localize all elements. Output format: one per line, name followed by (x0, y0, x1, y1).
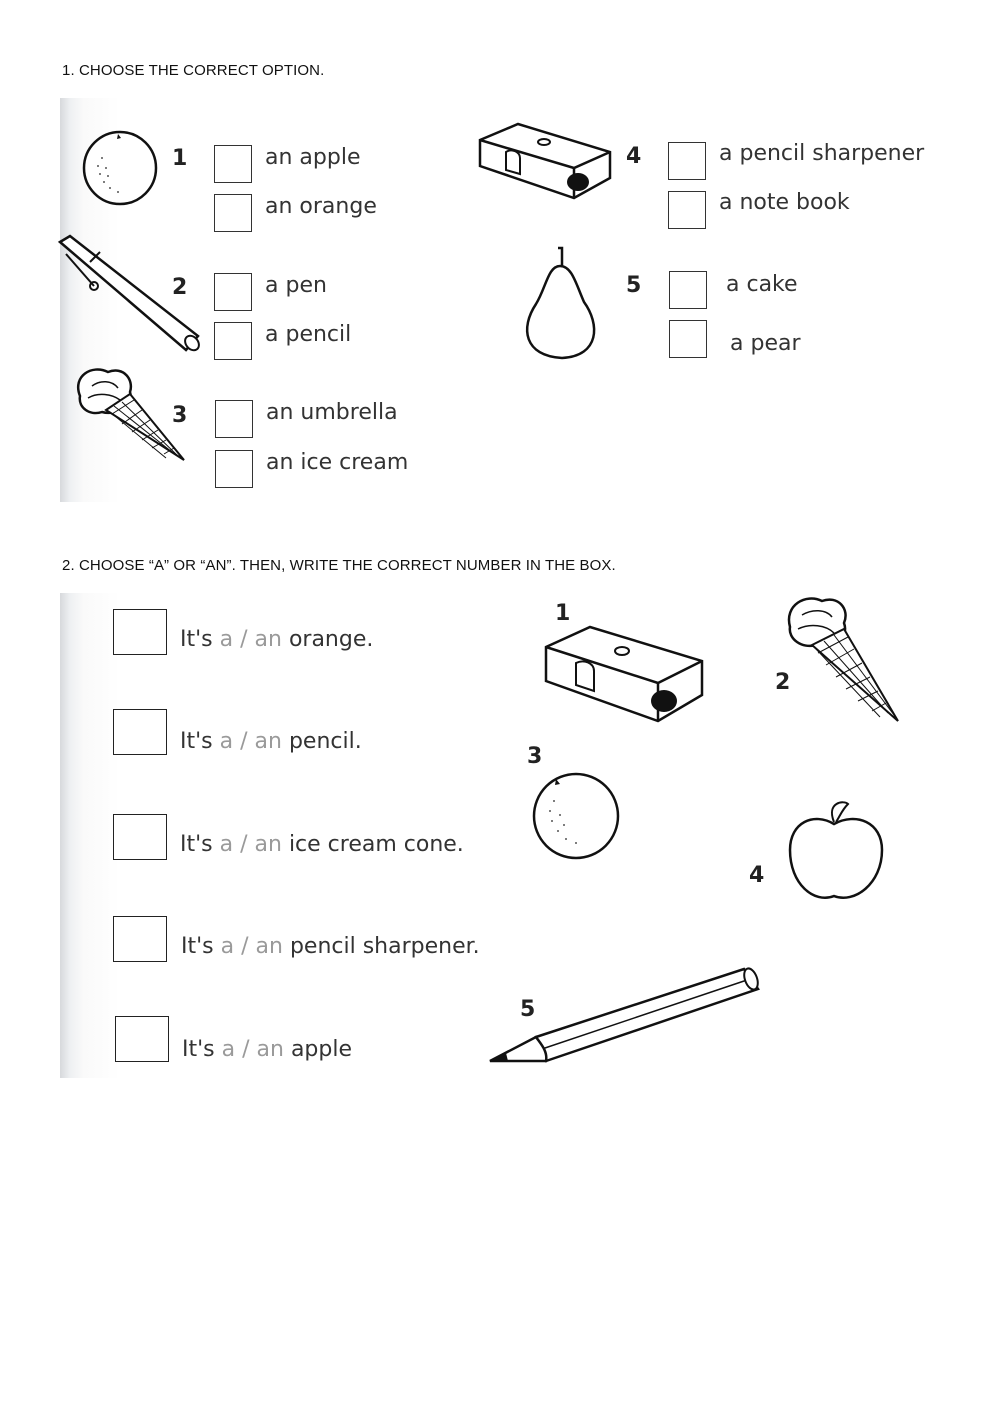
answer-box[interactable] (113, 609, 167, 655)
option-label: an ice cream (266, 450, 409, 475)
answer-box[interactable] (113, 709, 167, 755)
sentence (180, 832, 464, 857)
answer-box[interactable] (113, 916, 167, 962)
article-choice[interactable]: a / an (220, 934, 283, 959)
article-choice[interactable]: a / an (219, 832, 282, 857)
item-number: 4 (626, 144, 642, 169)
sentence (182, 1037, 352, 1062)
pencil-sharpener-icon (544, 625, 708, 725)
option-label: an umbrella (266, 400, 398, 425)
option-label: a pencil sharpener (719, 141, 925, 166)
exercise-2-heading: 2. CHOOSE “A” OR “AN”. THEN, WRITE THE CORRECT NUMBER IN THE BOX. (62, 557, 616, 574)
item-number: 2 (172, 275, 188, 300)
option-label: a note book (719, 190, 850, 215)
sentence (181, 934, 480, 959)
ice-cream-icon (784, 593, 904, 725)
option-checkbox[interactable] (214, 322, 252, 360)
option-label: a pen (265, 273, 327, 298)
option-label: an orange (265, 194, 377, 219)
pear-icon (518, 244, 618, 362)
sentence (180, 729, 362, 754)
answer-box[interactable] (113, 814, 167, 860)
article-choice[interactable]: a / an (219, 627, 282, 652)
pencil-icon (488, 967, 764, 1067)
sentence-prefix: It's (181, 934, 214, 959)
option-label: a cake (726, 272, 798, 297)
sentence-object: ice cream cone. (288, 832, 464, 857)
option-label: a pear (730, 331, 801, 356)
picture-number: 5 (520, 997, 536, 1022)
option-checkbox[interactable] (669, 271, 707, 309)
picture-number: 4 (749, 863, 765, 888)
option-checkbox[interactable] (215, 400, 253, 438)
item-number: 5 (626, 273, 642, 298)
option-checkbox[interactable] (669, 320, 707, 358)
sentence (180, 627, 373, 652)
sentence-prefix: It's (182, 1037, 215, 1062)
sentence-object: pencil sharpener. (289, 934, 480, 959)
sentence-prefix: It's (180, 832, 213, 857)
picture-number: 1 (555, 601, 571, 626)
pencil-sharpener-icon (478, 122, 618, 202)
option-checkbox[interactable] (214, 273, 252, 311)
apple-icon (784, 798, 888, 906)
exercise-2-panel (60, 593, 938, 1078)
option-checkbox[interactable] (214, 194, 252, 232)
sentence-object: orange. (288, 627, 374, 652)
picture-number: 2 (775, 670, 791, 695)
option-label: a pencil (265, 322, 352, 347)
article-choice[interactable]: a / an (219, 729, 282, 754)
article-choice[interactable]: a / an (221, 1037, 284, 1062)
exercise-1-heading: 1. CHOOSE THE CORRECT OPTION. (62, 62, 325, 79)
sentence-object: apple (290, 1037, 352, 1062)
orange-icon (80, 128, 160, 208)
item-number: 1 (172, 146, 188, 171)
item-number: 3 (172, 403, 188, 428)
orange-icon (530, 771, 622, 861)
sentence-object: pencil. (288, 729, 362, 754)
option-checkbox[interactable] (668, 142, 706, 180)
option-checkbox[interactable] (668, 191, 706, 229)
option-checkbox[interactable] (214, 145, 252, 183)
answer-box[interactable] (115, 1016, 169, 1062)
picture-number: 3 (527, 744, 543, 769)
sentence-prefix: It's (180, 729, 213, 754)
sentence-prefix: It's (180, 627, 213, 652)
option-checkbox[interactable] (215, 450, 253, 488)
exercise-1-panel (60, 98, 938, 502)
option-label: an apple (265, 145, 361, 170)
